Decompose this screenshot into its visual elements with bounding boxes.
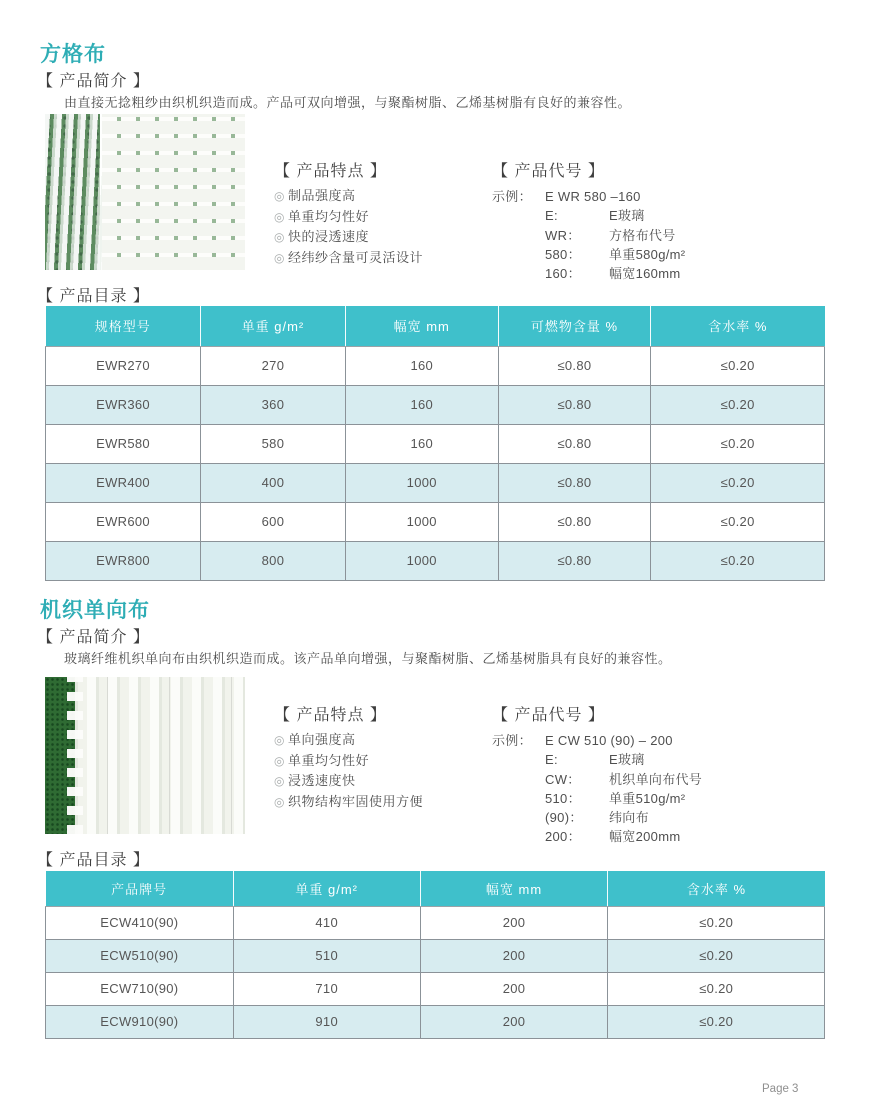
bullet-icon: ◎ <box>274 733 285 747</box>
table-cell: EWR580 <box>46 424 201 463</box>
code-row <box>492 770 702 789</box>
column-header: 单重 g/m² <box>201 306 346 346</box>
code-example-row <box>492 731 702 750</box>
table-cell: EWR400 <box>46 463 201 502</box>
bullet-icon: ◎ <box>274 189 285 203</box>
table-cell: ECW510(90) <box>46 939 234 972</box>
feature-list <box>274 186 423 268</box>
codes-heading: 【 产品代号 】 <box>492 163 605 180</box>
table-cell: ECW910(90) <box>46 1005 234 1038</box>
table-cell: ECW410(90) <box>46 906 234 939</box>
product-features <box>274 158 423 268</box>
column-header: 含水率 % <box>651 306 825 346</box>
code-key: 200： <box>545 829 581 845</box>
table-cell: 510 <box>233 939 420 972</box>
feature-list <box>274 730 423 812</box>
table-row <box>46 972 825 1005</box>
feature-text: 单重均匀性好 <box>287 208 369 224</box>
code-row <box>492 226 685 245</box>
feature-text: 浸透速度快 <box>287 773 356 788</box>
section-unidirectional <box>0 588 870 1048</box>
code-row <box>492 206 685 225</box>
code-key: WR： <box>545 227 581 243</box>
table-cell: 200 <box>420 939 608 972</box>
column-header: 含水率 % <box>608 871 825 906</box>
page-number: Page 3 <box>762 1083 799 1095</box>
product-codes <box>492 702 702 847</box>
table-row <box>46 541 825 580</box>
table-cell: ≤0.20 <box>608 1005 825 1038</box>
table-cell: 800 <box>201 541 346 580</box>
code-row <box>492 789 702 808</box>
features-heading: 【 产品特点 】 <box>274 163 387 180</box>
table-cell: 270 <box>201 346 346 385</box>
feature-item <box>274 792 423 813</box>
spec-table-unidirectional <box>45 871 825 1039</box>
column-header: 幅宽 mm <box>420 871 608 906</box>
code-row-list <box>492 750 702 846</box>
table-row <box>46 1005 825 1038</box>
table-row <box>46 906 825 939</box>
table-header-row <box>46 871 825 906</box>
table-cell: ≤0.20 <box>651 424 825 463</box>
table-row <box>46 385 825 424</box>
feature-text: 制品强度高 <box>287 188 356 203</box>
table-cell: 710 <box>233 972 420 1005</box>
feature-item <box>274 730 423 751</box>
feature-text: 单重均匀性好 <box>287 752 369 768</box>
code-example-label: 示例： <box>492 733 532 748</box>
table-cell: EWR360 <box>46 385 201 424</box>
code-example-value: E CW 510 (90) – 200 <box>545 733 673 748</box>
table-cell: ≤0.20 <box>651 385 825 424</box>
table-cell: 160 <box>345 424 498 463</box>
table-cell: 580 <box>201 424 346 463</box>
table-cell: 410 <box>233 906 420 939</box>
feature-item <box>274 207 423 228</box>
table-row <box>46 939 825 972</box>
features-heading: 【 产品特点 】 <box>274 707 387 724</box>
table-cell: ≤0.80 <box>498 541 651 580</box>
table-cell: ≤0.20 <box>608 972 825 1005</box>
feature-text: 单向强度高 <box>287 732 356 747</box>
code-row <box>492 750 702 769</box>
table-cell: ≤0.20 <box>608 906 825 939</box>
column-header: 规格型号 <box>46 306 201 346</box>
table-cell: ≤0.80 <box>498 385 651 424</box>
code-key: CW： <box>545 771 581 787</box>
table-cell: EWR270 <box>46 346 201 385</box>
feature-item <box>274 248 423 269</box>
spec-table-woven-roving <box>45 306 825 581</box>
product-codes <box>492 158 685 283</box>
code-row <box>492 827 702 846</box>
code-value: 单重580g/m² <box>609 246 686 262</box>
code-example-row <box>492 187 685 206</box>
table-cell: 200 <box>420 1005 608 1038</box>
table-cell: ≤0.80 <box>498 463 651 502</box>
catalog-heading: 【 产品目录 】 <box>37 288 150 305</box>
table-row <box>46 502 825 541</box>
code-example-label: 示例： <box>492 189 532 204</box>
table-cell: 1000 <box>345 502 498 541</box>
feature-item <box>274 751 423 772</box>
code-value: 方格布代号 <box>609 227 676 243</box>
bullet-icon: ◎ <box>274 774 285 788</box>
code-row <box>492 808 702 827</box>
intro-heading: 【 产品简介 】 <box>37 73 150 90</box>
table-cell: 160 <box>345 385 498 424</box>
table-cell: ≤0.80 <box>498 502 651 541</box>
code-row <box>492 245 685 264</box>
bullet-icon: ◎ <box>274 230 285 244</box>
column-header: 单重 g/m² <box>233 871 420 906</box>
feature-text: 经纬纱含量可灵活设计 <box>287 249 423 265</box>
table-cell: 400 <box>201 463 346 502</box>
table-cell: EWR600 <box>46 502 201 541</box>
table-header-row <box>46 306 825 346</box>
bullet-icon: ◎ <box>274 753 285 768</box>
feature-text: 快的浸透速度 <box>287 229 369 244</box>
feature-text: 织物结构牢固使用方便 <box>287 793 423 809</box>
table-cell: 160 <box>345 346 498 385</box>
table-cell: EWR800 <box>46 541 201 580</box>
code-value: 机织单向布代号 <box>609 771 703 787</box>
code-value: E玻璃 <box>609 208 645 224</box>
intro-text: 玻璃纤维机织单向布由织机织造而成。该产品单向增强，与聚酯树脂、乙烯基树脂具有良好的兼容性。 <box>64 651 672 666</box>
section-title: 方格布 <box>40 43 106 66</box>
table-cell: 360 <box>201 385 346 424</box>
table-cell: 200 <box>420 906 608 939</box>
code-key: 580： <box>545 246 581 262</box>
column-header: 产品牌号 <box>46 871 234 906</box>
table-row <box>46 463 825 502</box>
table-cell: ≤0.20 <box>651 463 825 502</box>
intro-text: 由直接无捻粗纱由织机织造而成。产品可双向增强，与聚酯树脂、乙烯基树脂有良好的兼容性。 <box>64 95 632 110</box>
code-value: 纬向布 <box>609 810 649 826</box>
table-cell: ≤0.20 <box>608 939 825 972</box>
unidirectional-fabric-photo <box>45 677 245 834</box>
code-key: (90)： <box>545 810 583 826</box>
column-header: 可燃物含量 % <box>498 306 651 346</box>
section-title: 机织单向布 <box>40 599 150 622</box>
code-row <box>492 264 685 283</box>
intro-heading: 【 产品简介 】 <box>37 629 150 646</box>
feature-item <box>274 186 423 207</box>
table-cell: 1000 <box>345 541 498 580</box>
code-example-value: E WR 580 –160 <box>545 189 641 204</box>
bullet-icon: ◎ <box>274 209 285 224</box>
code-value: 幅宽160mm <box>609 266 681 282</box>
table-cell: ≤0.80 <box>498 346 651 385</box>
code-value: 单重510g/m² <box>609 790 686 806</box>
bullet-icon: ◎ <box>274 794 285 809</box>
catalog-heading: 【 产品目录 】 <box>37 852 150 869</box>
feature-item <box>274 227 423 248</box>
table-cell: ECW710(90) <box>46 972 234 1005</box>
table-row <box>46 424 825 463</box>
code-row-list <box>492 206 685 283</box>
product-features <box>274 702 423 812</box>
codes-heading: 【 产品代号 】 <box>492 707 605 724</box>
table-cell: 200 <box>420 972 608 1005</box>
code-key: 510： <box>545 790 581 806</box>
code-key: E: <box>545 752 558 768</box>
code-value: E玻璃 <box>609 752 645 768</box>
code-value: 幅宽200mm <box>609 829 681 845</box>
bullet-icon: ◎ <box>274 250 285 265</box>
section-woven-roving <box>0 30 870 588</box>
code-key: 160： <box>545 266 581 282</box>
table-cell: ≤0.20 <box>651 541 825 580</box>
table-cell: 910 <box>233 1005 420 1038</box>
table-cell: 1000 <box>345 463 498 502</box>
code-key: E: <box>545 208 558 224</box>
table-cell: ≤0.20 <box>651 346 825 385</box>
table-cell: 600 <box>201 502 346 541</box>
feature-item <box>274 771 423 792</box>
column-header: 幅宽 mm <box>345 306 498 346</box>
woven-roving-fabric-photo <box>45 114 245 270</box>
table-row <box>46 346 825 385</box>
table-cell: ≤0.80 <box>498 424 651 463</box>
table-cell: ≤0.20 <box>651 502 825 541</box>
